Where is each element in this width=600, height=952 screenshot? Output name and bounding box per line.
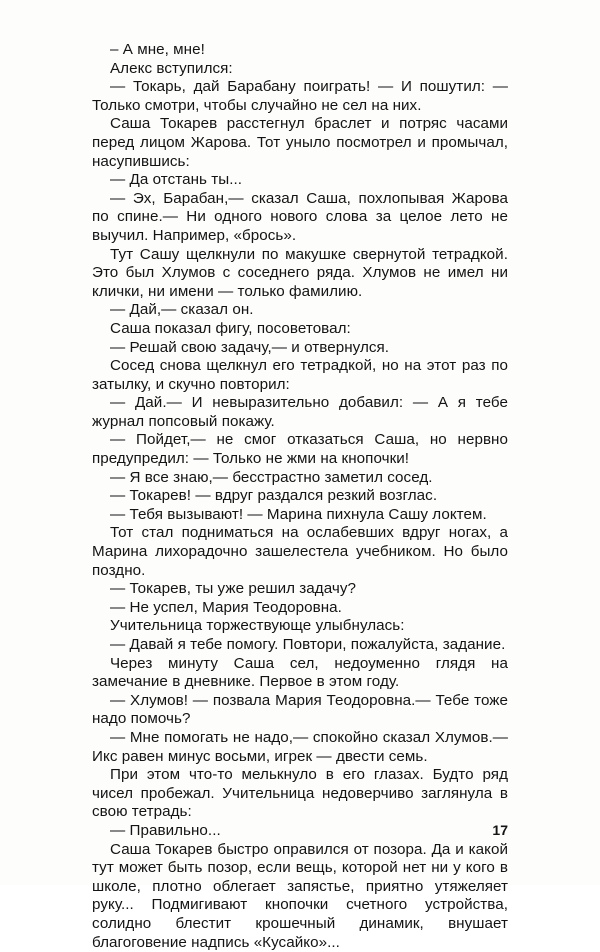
body-text	[92, 41, 508, 952]
paragraph: — Дай.— И невыразительно добавил: — А я тебе журнал попсовый покажу.	[92, 394, 508, 430]
paragraph: — Не успел, Мария Теодоровна.	[110, 598, 342, 616]
paragraph: — Да отстань ты...	[110, 171, 243, 189]
paragraph: — Дай,— сказал он.	[110, 301, 254, 319]
paragraph: — Мне помогать не надо,— спокойно сказал Хлумов.— Икс равен минус восьми, игрек — двести семь.	[92, 728, 508, 765]
paragraph: — Я все знаю,— бесстрастно заметил сосед.	[110, 468, 433, 486]
paragraph: Тут Сашу щелкнули по макушке свернутой тетрадкой. Это был Хлумов с соседнего ряда. Хлумов не имел ни клички, ни имени — только фамилию.	[92, 245, 508, 300]
paragraph: — Токарев! — вдруг раздался резкий возглас.	[110, 487, 438, 505]
paragraph: – А мне, мне!	[110, 41, 205, 58]
paragraph: — Давай я тебе помогу. Повтори, пожалуйста, задание.	[110, 636, 506, 653]
paragraph: — Эх, Барабан,— сказал Саша, похлопывая Жарова по спине.— Ни одного нового слова за целое лето не выучил. Например, «брось».	[92, 189, 508, 244]
page-number: 17	[492, 822, 508, 838]
paragraph: — Решай свою задачу,— и отвернулся.	[110, 338, 390, 356]
paragraph: Через минуту Саша сел, недоуменно глядя на замечание в дневнике. Первое в этом году.	[92, 654, 508, 691]
paragraph: Саша показал фигу, посоветовал:	[110, 319, 351, 337]
paragraph: — Правильно...	[110, 821, 221, 839]
paragraph: При этом что-то мелькнуло в его глазах. Будто ряд чисел пробежал. Учительница недоверчиво заглянула в свою тетрадь:	[92, 766, 508, 821]
paragraph: — Пойдет,— не смог отказаться Саша, но нервно предупредил: — Только не жми на кнопочки!	[92, 431, 508, 468]
paragraph: Сосед снова щелкнул его тетрадкой, но на этот раз по затылку, и скучно повторил:	[92, 357, 508, 393]
paragraph: — Тебя вызывают! — Марина пихнула Сашу локтем.	[110, 505, 487, 523]
paragraph: Учительница торжествующе улыбнулась:	[110, 617, 405, 635]
paragraph: — Токарев, ты уже решил задачу?	[110, 580, 356, 598]
paragraph: — Токарь, дай Барабану поиграть! — И пошутил: — Только смотри, чтобы случайно не сел на них.	[92, 78, 508, 114]
paragraph: Саша Токарев расстегнул браслет и потряс часами перед лицом Жарова. Тот уныло посмотрел и промычал, насупившись:	[92, 115, 508, 170]
paragraph: Алекс вступился:	[110, 59, 233, 77]
paragraph: Саша Токарев быстро оправился от позора. Да и какой тут может быть позор, если вещь, которой нет ни у кого в школе, плотно облегает запястье, приятно утяжеляет руку... Подмигивают кнопочки счетного устройства, солидно блестит крошечный динамик, внушает благоговение надпись «Кусайко»...	[92, 840, 508, 951]
paragraph: Тот стал подниматься на ослабевших вдруг ногах, а Марина лихорадочно зашелестела учебником. Но было поздно.	[92, 524, 508, 579]
paragraph: — Хлумов! — позвала Мария Теодоровна.— Тебе тоже надо помочь?	[92, 691, 508, 728]
